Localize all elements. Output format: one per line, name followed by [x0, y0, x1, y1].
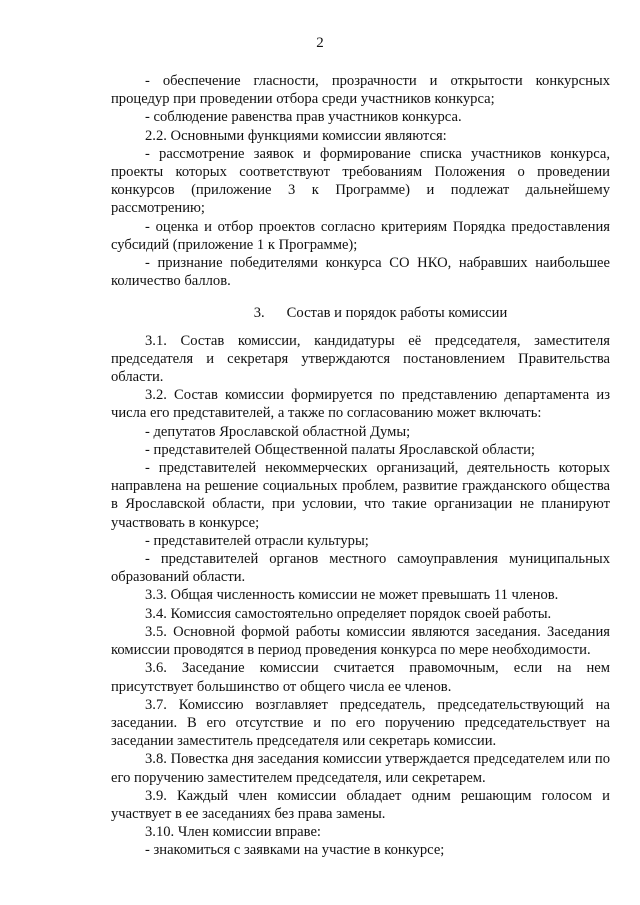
paragraph: 3.1. Состав комиссии, кандидатуры её председателя, заместителя председателя и секретаря утверждаются постановлением Правительства области.: [111, 332, 610, 386]
paragraph: - представителей органов местного самоуправления муниципальных образований области.: [111, 551, 610, 586]
paragraph: - признание победителями конкурса СО НКО, набравших наибольшее количество баллов.: [111, 255, 610, 290]
paragraph: 3.4. Комиссия самостоятельно определяет порядок своей работы.: [145, 605, 552, 622]
paragraph: - знакомиться с заявками на участие в конкурсе;: [145, 842, 445, 859]
paragraph: 3.5. Основной формой работы комиссии являются заседания. Заседания комиссии проводятся в период проведения конкурса по мере необходимости.: [111, 623, 610, 659]
paragraph: - оценка и отбор проектов согласно критериям Порядка предоставления субсидий (приложение 1 к Программе);: [111, 218, 610, 253]
section-number: 3.: [253, 305, 265, 322]
paragraph: - представителей отрасли культуры;: [145, 532, 369, 549]
paragraph: 3.9. Каждый член комиссии обладает одним решающим голосом и участвует в ее заседаниях без права замены.: [111, 787, 610, 822]
paragraph: - представителей некоммерческих организаций, деятельность которых направлена на решение социальных проблем, развитие гражданского общества в Ярославской области, при условии, что такие организации не планируют участвовать в конкурсе;: [111, 460, 610, 531]
paragraph: 3.3. Общая численность комиссии не может превышать 11 членов.: [145, 587, 559, 604]
paragraph: 3.8. Повестка дня заседания комиссии утверждается председателем или по его поручению заместителем председателя, или секретарем.: [111, 751, 610, 786]
paragraph: - рассмотрение заявок и формирование списка участников конкурса, проекты которых соответствуют требованиям Положения о проведении конкурсов (приложение 3 к Программе) и подлежат дальнейшему рассмотрению;: [111, 145, 610, 217]
paragraph: 3.2. Состав комиссии формируется по представлению департамента из числа его представителей, а также по согласованию может включать:: [111, 387, 610, 422]
document-body: [111, 72, 610, 860]
page-number: 2: [316, 35, 324, 51]
paragraph: - соблюдение равенства прав участников конкурса.: [145, 109, 462, 126]
paragraph: 2.2. Основными функциями комиссии являются:: [145, 127, 447, 144]
paragraph: 3.6. Заседание комиссии считается правомочным, если на нем присутствует большинство от общего числа ее членов.: [111, 660, 610, 695]
paragraph: 3.10. Член комиссии вправе:: [145, 824, 321, 841]
paragraph: 3.7. Комиссию возглавляет председатель, председательствующий на заседании. В его отсутствие и по его поручению председательствует на заседании заместитель председателя или секретарь комиссии.: [111, 696, 610, 750]
paragraph: - представителей Общественной палаты Ярославской области;: [145, 441, 535, 458]
section-heading: [111, 304, 610, 322]
paragraph: - депутатов Ярославской областной Думы;: [145, 423, 411, 440]
paragraph: - обеспечение гласности, прозрачности и открытости конкурсных процедур при проведении отбора среди участников конкурса;: [111, 73, 610, 108]
section-title: Состав и порядок работы комиссии: [286, 305, 508, 322]
